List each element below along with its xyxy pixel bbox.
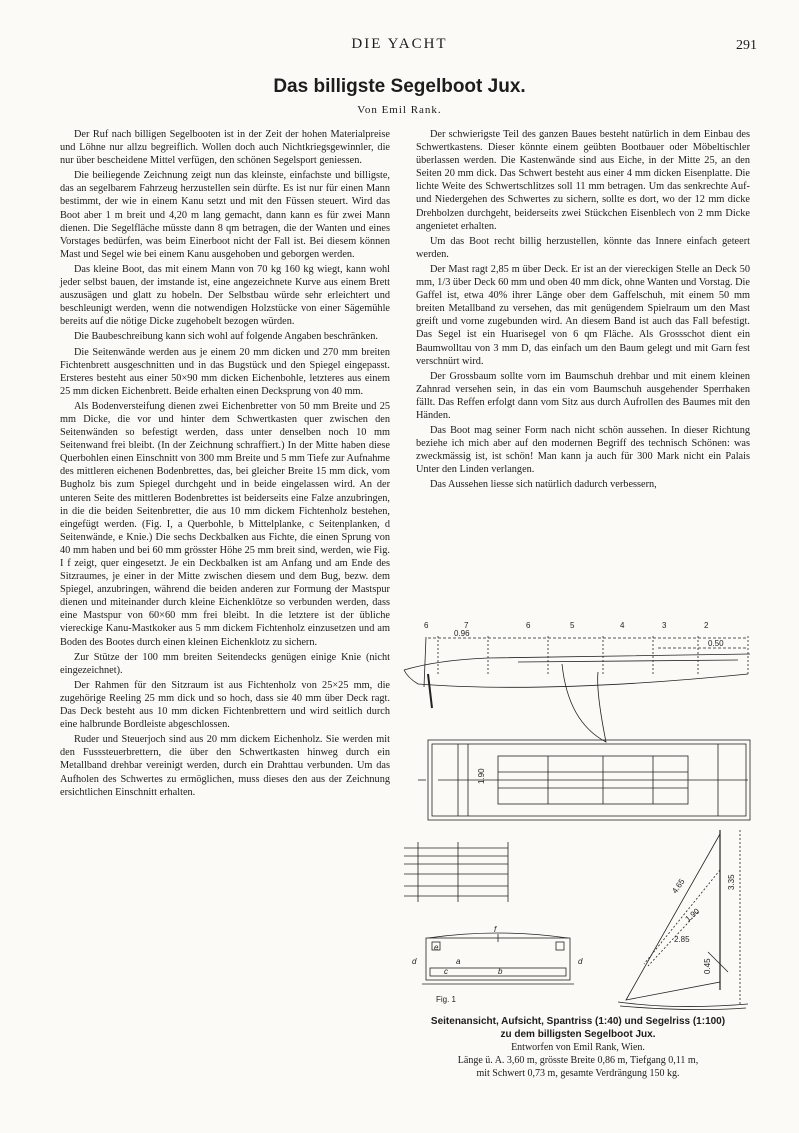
right-column — [416, 128, 750, 494]
section-letter: d — [578, 957, 583, 966]
dimension-label: 0.50 — [708, 639, 724, 648]
page-number: 291 — [736, 38, 757, 53]
body-plan-lines — [404, 842, 508, 902]
sail-plan-drawing — [618, 830, 748, 1010]
section-letter: a — [456, 957, 461, 966]
cross-section-drawing — [422, 933, 574, 984]
paragraph: Das Boot mag seiner Form nach nicht schön aussehen. In dieser Richtung beziehe ich mich aber auf den modernen Begriff des technisch Schönen: was zweckmässig ist, ist schön! Man kann ja auch für 300 Mark nicht ein Palais Unter den Linden verlangen. — [416, 425, 750, 476]
left-column — [60, 128, 390, 801]
station-label: 5 — [570, 621, 575, 630]
dimension-label: 0.45 — [703, 958, 712, 974]
paragraph: Die beiliegende Zeichnung zeigt nun das kleinste, einfachste und billigste, das an segelbarem Fahrzeug herzustellen sein dürfte. Es ist nur für einen Mann bestimmt, der wie in einem Kanu setzt und mit den Füssen steuert. Wird das Boot aber 1 m breit und 4,20 m lang gemacht, dann kann es für zwei Mann dienen. Die Segelfläche müsste dann 8 qm betragen, die der Wanten und eines Vorstages bedürfen, was beim Einerboot nicht der Fall ist. Bei diesem können Mast und Segel wie bei einem Kanu ausgehoben und geborgen werden. — [60, 170, 390, 260]
boat-drawing-figure — [398, 612, 758, 1012]
dimension-label: 2.85 — [674, 935, 690, 944]
paragraph: Als Bodenversteifung dienen zwei Eichenbretter von 50 mm Breite und 25 mm Dicke, die vor und hinter dem Schwertkasten quer zwischen den Seitenwänden so befestigt werden, dass unter denselben noch 10 mm Seitenwand frei bleibt. (In der Zeichnung schraffiert.) In der Mitte haben diese Querbohlen einen Einschnitt von 300 mm Breite und 5 mm Tiefe zur Aufnahme des mittleren eichenen Bodenbrettes, das, bei gleicher Breite 15 mm dick, vom Bugholz bis zum Spiegel durchgeht und in beide eingelassen wird. An der unteren Seite des mittleren Bodenbrettes ist beiderseits eine Falze anzubringen, in die die beiden Seitenbretter, die aus 10 mm dickem Fichtenholz bestehen, eingefügt werden. (Fig. I, a Querbohle, b Mittelplanke, c Seitenplanken, d Seitenwände, e Knie.) Die sechs Deckbalken aus Fichte, die einen Sprung von 40 mm haben und bei 60 mm grösster Höhe 25 mm breit sind, werden, wie Fig. I f zeigt, quer eingesetzt. Je ein Deckbalken ist am Anfang und am Ende des Sitzraumes, je einer in der Mitte zwischen diesem und dem Bug, bezw. dem Spiegel, anzubringen, während die beiden anderen zur Formung der Mastspur dienen und miteinander durch kleine Eichenklötze so verbunden werden, dass eine Mastspur von 60×60 mm frei bleibt. In die letztere ist der übliche viereckige Kanu-Mastkoker aus 5 mm dickem Fichtenholz einzusetzen und am Boden des Bootes durch einen kleinen Eichenklotz zu sichern. — [60, 400, 390, 648]
caption-designer: Entworfen von Emil Rank, Wien. — [511, 1042, 645, 1053]
section-letter: f — [494, 925, 497, 934]
paragraph: Das kleine Boot, das mit einem Mann von 70 kg 160 kg wiegt, kann wohl jeder selbst bauen, der imstande ist, eine angezeichnete Kurve aus einem Brett auszusägen und glatt zu hobeln. Der Selbstbau würde sehr erleichtert und beschleunigt werden, wenn die notwendigen Holzstücke von einer Sägemühle bereits auf die nötige Dicke zugehobelt bezogen würden. — [60, 263, 390, 328]
paragraph: Ruder und Steuerjoch sind aus 20 mm dickem Eichenholz. Sie werden mit den Fusssteuerbrettern, die über den Schwertkasten hinweg durch ein Metallband drehbar vereinigt werden, durch ein Drahttau verbunden. Um das Aufholen des Schwertes zu ermöglichen, muss dieses den aus der Zeichnung ersichtlichen Einschnitt erhalten. — [60, 734, 390, 798]
dimension-label: 3.35 — [727, 874, 736, 890]
station-label: 6 — [526, 621, 531, 630]
section-letter: e — [434, 943, 439, 952]
station-label: 6 — [424, 621, 429, 630]
paragraph: Der schwierigste Teil des ganzen Baues besteht natürlich in dem Einbau des Schwertkastens. Dieser könnte einem geübten Bootbauer oder Möbeltischler überlassen werden. Die Kastenwände sind aus Eiche, in der Mitte 25, an den Seiten 20 mm dick. Das Schwert besteht aus einer 4 mm dicken Eisenplatte. Die lichte Weite des Schwertschlitzes soll 11 mm betragen. Um das senkrechte Auf- und Niedergehen des Schwertes zu sichern, sollte es dort, wo der 12 mm dicke Drehbolzen durchgeht, beiderseits zwei Stückchen Eisenblech von 2 mm Dicke angenietet erhalten. — [416, 129, 750, 232]
dimension-label: 1.90 — [477, 768, 486, 784]
paragraph: Der Mast ragt 2,85 m über Deck. Er ist an der viereckigen Stelle an Deck 50 mm, 1/3 über Deck 60 mm und oben 40 mm dick, ohne Wanten und Vorstag. Die Gaffel ist, etwa 40% ihrer Länge ober dem Gaffelschuh, mit einem 50 mm breiten Metallband zu versehen, das mit genügendem Spielraum um den Mast greift und vorne zugebunden wird. An diesem Band ist auch das Fall befestigt. Das Segel ist ein Huarisegel von 6 qm Fläche. Als Grossschot dient ein Baumwolltau von 3 mm D, das einfach um den Baum gelegt und mit Garn fest verschnürt wird. — [416, 263, 750, 367]
paragraph: Die Seitenwände werden aus je einem 20 mm dicken und 270 mm breiten Fichtenbrett ausgeschnitten und in das Bugstück und den Spiegel eingepasst. Ersteres besteht aus einer 50×90 mm dicken Eichenbohle, letzteres aus einem 25 mm dicken Eichenbrett. Beide erhalten einen Decksprung von 40 mm. — [60, 346, 390, 397]
figure-caption — [398, 1015, 758, 1080]
station-label: 3 — [662, 621, 667, 630]
article-title: Das billigste Segelboot Jux. — [273, 76, 526, 97]
plan-view-drawing — [418, 740, 750, 820]
dimension-label: 1.90 — [683, 906, 702, 924]
paragraph: Zur Stütze der 100 mm breiten Seitendecks genügen einige Knie (nicht eingezeichnet). — [60, 651, 390, 676]
paragraph: Das Aussehen liesse sich natürlich dadurch verbessern, — [430, 479, 657, 491]
dimension-label: 0.96 — [454, 629, 470, 638]
station-label: 4 — [620, 621, 625, 630]
dimension-label: 4.65 — [670, 877, 687, 896]
paragraph: Um das Boot recht billig herzustellen, könnte das Innere einfach geteert werden. — [416, 235, 750, 260]
station-label: 7 — [464, 621, 469, 630]
running-header: DIE YACHT — [351, 36, 448, 52]
station-label: 2 — [704, 621, 709, 630]
caption-displacement: mit Schwert 0,73 m, gesamte Verdrängung 150 kg. — [476, 1068, 680, 1079]
paragraph: Die Baubeschreibung kann sich wohl auf folgende Angaben beschränken. — [74, 331, 378, 343]
side-view-drawing — [404, 636, 750, 742]
caption-dimensions: Länge ü. A. 3,60 m, grösste Breite 0,86 m, Tiefgang 0,11 m, — [457, 1055, 699, 1066]
section-letter: b — [498, 967, 503, 976]
section-letter: d — [412, 957, 417, 966]
paragraph: Der Ruf nach billigen Segelbooten ist in der Zeit der hohen Materialpreise und Löhne nur allzu begreiflich. Wollen doch auch Nichtkriegsgewinnler, die nur über bescheidene Mittel verfügen, den schönen Segelsport geniessen. — [60, 129, 390, 167]
figure-label: Fig. 1 — [436, 995, 457, 1004]
paragraph: Der Grossbaum sollte vorn im Baumschuh drehbar und mit einem kleinen Zahnrad versehen sein, in das ein vom Baumschuh ausgehender Sperrhaken fällt. Das Reffen erfolgt dann vom Sitz aus durch Aufrollen des Baumes mit den Händen. — [416, 370, 750, 421]
caption-subtitle: zu dem billigsten Segelboot Jux. — [500, 1029, 656, 1040]
caption-title: Seitenansicht, Aufsicht, Spantriss (1:40) und Segelriss (1:100) — [430, 1016, 726, 1027]
paragraph: Der Rahmen für den Sitzraum ist aus Fichtenholz von 25×25 mm, die zugehörige Reeling 25 mm dick und so hoch, dass sie 40 mm über Deck ragt. Das Deck besteht aus 10 mm dicken Fichtenbrettern und wird seitlich durch eine halbrunde Bordleiste abgeschlossen. — [60, 679, 390, 731]
article-byline: Von Emil Rank. — [357, 104, 442, 116]
section-letter: c — [444, 967, 448, 976]
